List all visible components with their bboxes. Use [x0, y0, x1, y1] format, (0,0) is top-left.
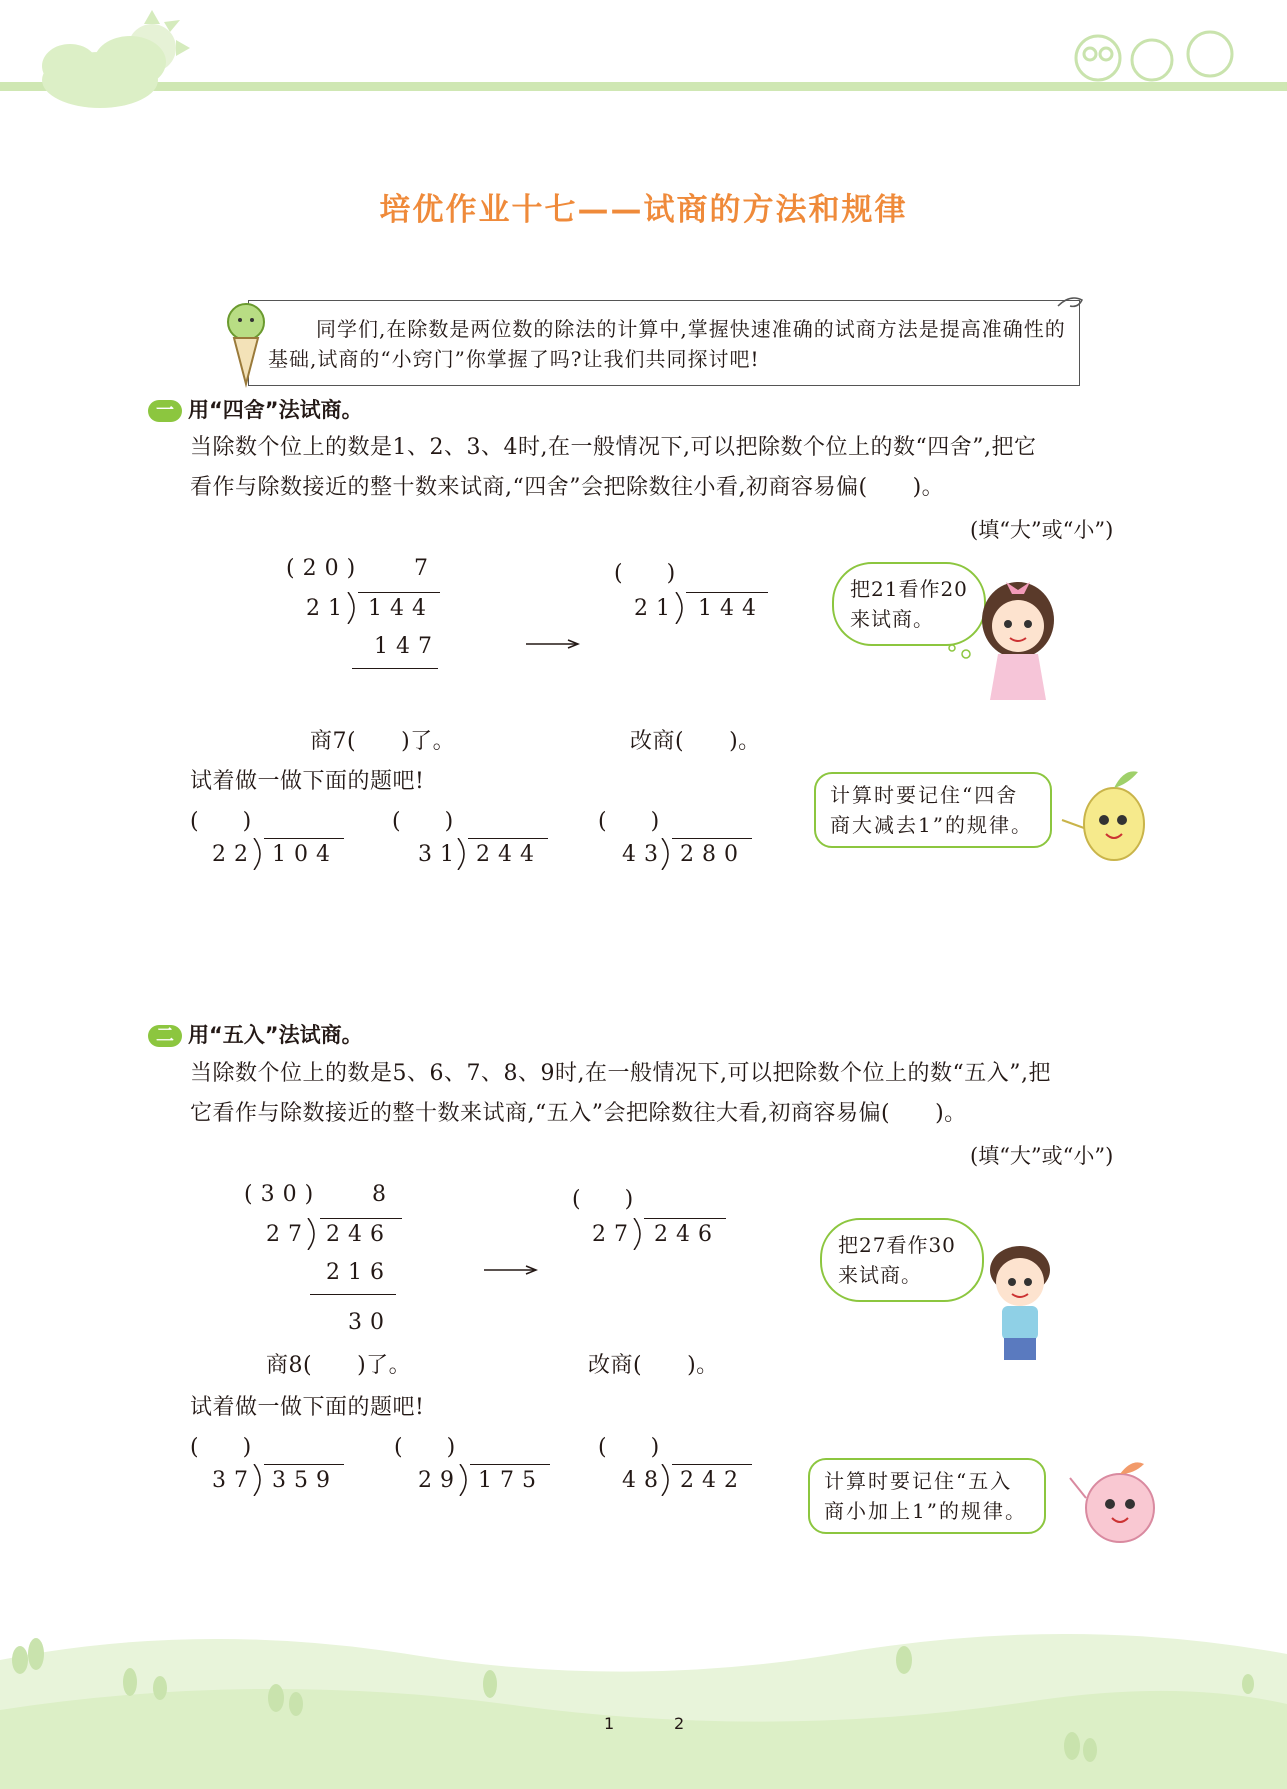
- s2-problem2-divisor: 29: [418, 1468, 462, 1493]
- section2-para-line2: 它看作与除数接近的整十数来试商,“五入”会把除数往大看,初商容易偏( )。: [190, 1101, 967, 1126]
- example1-division-bracket: [346, 592, 360, 624]
- section2-tip-bubble: 计算时要记住“五入商小加上1”的规律。: [808, 1458, 1046, 1534]
- section1-heading-text: 用“四舍”法试商。: [188, 398, 363, 422]
- example1b-division-bracket: [674, 592, 688, 624]
- example2-dividend: 246: [326, 1222, 392, 1247]
- example1-result-label: 商7( )了。: [310, 729, 456, 754]
- s1-problem1-dividend: 104: [272, 842, 338, 867]
- example2-division-bracket: [306, 1218, 320, 1250]
- cloud-icon: [42, 36, 166, 108]
- example2-product: 216: [326, 1260, 392, 1285]
- header-decoration: [0, 0, 1287, 120]
- s1-problem1-bracket: [252, 838, 266, 870]
- s1-problem2-bar: [468, 838, 548, 839]
- pear-character-icon: [1058, 762, 1168, 872]
- footer-hills-decoration: [0, 1620, 1287, 1789]
- example1-product: 147: [374, 634, 440, 659]
- peach-character-icon: [1064, 1448, 1174, 1558]
- s1-problem3-divisor: 43: [622, 842, 666, 867]
- example2b-answer-paren[interactable]: ( ): [572, 1187, 634, 1212]
- s1-problem3-bar: [672, 838, 752, 839]
- s2-problem1-dividend: 359: [272, 1468, 338, 1493]
- ice-cream-icon: [224, 300, 268, 390]
- section2-speech-bubble: 把27看作30来试商。: [820, 1218, 984, 1302]
- example1-guess: (20): [286, 556, 364, 581]
- example2-quotient: 8: [372, 1182, 394, 1207]
- example2-division-bar: [320, 1218, 402, 1219]
- section1-para-line1: 当除数个位上的数是1、2、3、4时,在一般情况下,可以把除数个位上的数“四舍”,把它: [190, 435, 1037, 460]
- s1-problem2-paren[interactable]: ( ): [392, 809, 454, 834]
- s2-problem3-divisor: 48: [622, 1468, 666, 1493]
- boy-character-icon: [964, 1234, 1074, 1370]
- s1-problem1-paren[interactable]: ( ): [190, 809, 252, 834]
- example1-dividend: 144: [368, 596, 434, 621]
- animal-friends-icon: [1076, 32, 1232, 80]
- example2-change-label: 改商( )。: [588, 1353, 719, 1378]
- s2-problem3-bar: [672, 1464, 752, 1465]
- s2-problem2-bracket: [458, 1464, 472, 1496]
- example1b-dividend: 144: [698, 596, 764, 621]
- page-number-right: 2: [674, 1714, 685, 1733]
- section1-tip-bubble: 计算时要记住“四舍商大减去1”的规律。: [814, 772, 1052, 848]
- arrow-icon-2: [484, 1262, 538, 1278]
- s2-problem1-paren[interactable]: ( ): [190, 1435, 252, 1460]
- s2-problem1-bracket: [252, 1464, 266, 1496]
- section1-try-label: 试着做一做下面的题吧!: [190, 769, 425, 794]
- s1-problem1-divisor: 22: [212, 842, 256, 867]
- example2b-division-bar: [644, 1218, 726, 1219]
- s2-problem3-paren[interactable]: ( ): [598, 1435, 660, 1460]
- arrow-icon: [526, 636, 580, 652]
- section2-fill-note: (填“大”或“小”): [970, 1144, 1114, 1168]
- s1-problem2-divisor: 31: [418, 842, 462, 867]
- example1b-divisor: 21: [634, 596, 678, 621]
- section1-fill-note: (填“大”或“小”): [970, 518, 1114, 542]
- example2b-divisor: 27: [592, 1222, 636, 1247]
- s2-problem2-bar: [470, 1464, 550, 1465]
- example1-quotient: 7: [414, 556, 436, 581]
- section2-para-line1: 当除数个位上的数是5、6、7、8、9时,在一般情况下,可以把除数个位上的数“五入”,把: [190, 1061, 1051, 1086]
- page-number-left: 1: [604, 1714, 615, 1733]
- example2-guess: (30): [244, 1182, 322, 1207]
- girl-character-icon: [946, 570, 1076, 710]
- section1-heading: [148, 394, 363, 424]
- example1-change-label: 改商( )。: [630, 729, 761, 754]
- s2-problem2-dividend: 175: [478, 1468, 544, 1493]
- s1-problem2-dividend: 244: [476, 842, 542, 867]
- s1-problem3-dividend: 280: [680, 842, 746, 867]
- example2-remainder: 30: [348, 1310, 392, 1335]
- section1-badge: 一: [148, 400, 182, 422]
- s2-problem1-divisor: 37: [212, 1468, 256, 1493]
- s2-problem1-bar: [264, 1464, 344, 1465]
- section1-para-line2: 看作与除数接近的整十数来试商,“四舍”会把除数往小看,初商容易偏( )。: [190, 475, 945, 500]
- section2-try-label: 试着做一做下面的题吧!: [190, 1395, 425, 1420]
- s1-problem1-bar: [264, 838, 344, 839]
- example1-division-bar: [358, 592, 440, 593]
- example2-subtract-line: [310, 1294, 396, 1295]
- section2-badge: 二: [148, 1025, 182, 1047]
- section1-speech-bubble: 把21看作20来试商。: [832, 562, 986, 646]
- example2-divisor: 27: [266, 1222, 310, 1247]
- example2b-division-bracket: [632, 1218, 646, 1250]
- s2-problem3-bracket: [660, 1464, 674, 1496]
- section2-heading: [148, 1019, 363, 1049]
- s1-problem3-bracket: [660, 838, 674, 870]
- s2-problem3-dividend: 242: [680, 1468, 746, 1493]
- scroll-curl-icon: [1056, 292, 1086, 312]
- example2-result-label: 商8( )了。: [266, 1353, 412, 1378]
- s1-problem3-paren[interactable]: ( ): [598, 809, 660, 834]
- example1b-division-bar: [686, 592, 768, 593]
- section2-heading-text: 用“五入”法试商。: [188, 1023, 363, 1047]
- example1b-answer-paren[interactable]: ( ): [614, 561, 676, 586]
- s2-problem2-paren[interactable]: ( ): [394, 1435, 456, 1460]
- intro-text: 同学们,在除数是两位数的除法的计算中,掌握快速准确的试商方法是提高准确性的基础,试商的“小窍门”你掌握了吗?让我们共同探讨吧!: [268, 317, 1066, 371]
- example1-subtract-line: [352, 668, 438, 669]
- s1-problem2-bracket: [456, 838, 470, 870]
- page-title: 培优作业十七——试商的方法和规律: [379, 192, 908, 228]
- example1-divisor: 21: [306, 596, 350, 621]
- example2b-dividend: 246: [654, 1222, 720, 1247]
